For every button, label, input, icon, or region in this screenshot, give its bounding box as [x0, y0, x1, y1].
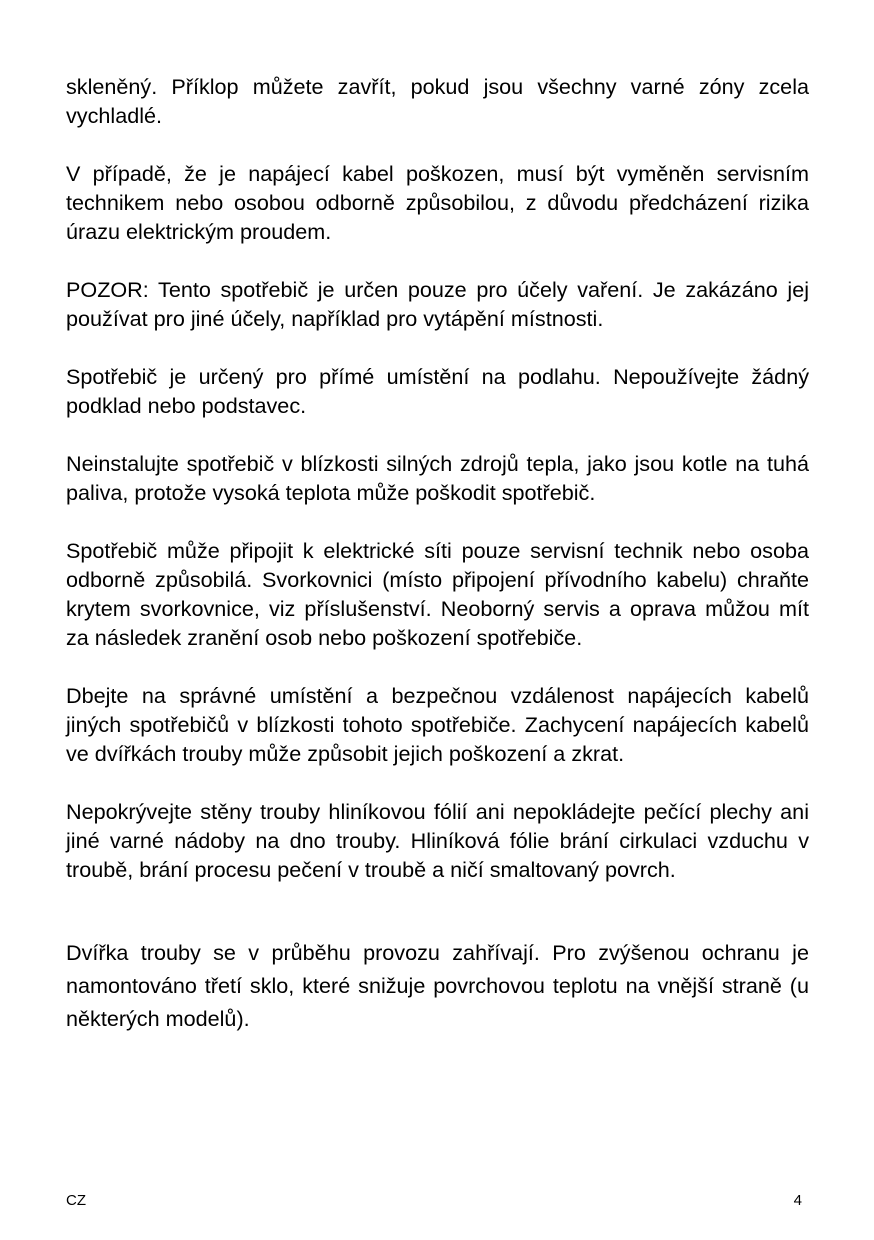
- paragraph-2: V případě, že je napájecí kabel poškozen, musí být vyměněn servisním technikem nebo osobou odborně způsobilou, z důvodu předcházení rizika úrazu elektrickým proudem.: [66, 161, 809, 244]
- paragraph-1: skleněný. Příklop můžete zavřít, pokud jsou všechny varné zóny zcela vychladlé.: [66, 74, 809, 128]
- footer-language-code: CZ: [66, 1192, 86, 1209]
- paragraph-8: Nepokrývejte stěny trouby hliníkovou fólií ani nepokládejte pečící plechy ani jiné varné nádoby na dno trouby. Hliníková fólie brání cirkulaci vzduchu v troubě, brání procesu pečení v troubě a ničí smaltovaný povrch.: [66, 799, 809, 882]
- paragraph-5: Neinstalujte spotřebič v blízkosti silných zdrojů tepla, jako jsou kotle na tuhá paliva, protože vysoká teplota může poškodit spotřebič.: [66, 451, 809, 505]
- paragraph-9: Dvířka trouby se v průběhu provozu zahřívají. Pro zvýšenou ochranu je namontováno třetí sklo, které snižuje povrchovou teplotu na vnější straně (u některých modelů).: [66, 940, 809, 1031]
- paragraph-6: Spotřebič může připojit k elektrické síti pouze servisní technik nebo osoba odborně způsobilá. Svorkovnici (místo připojení přívodního kabelu) chraňte krytem svorkovnice, viz příslušenství. Neoborný servis a oprava můžou mít za následek zranění osob nebo poškození spotřebiče.: [66, 538, 809, 650]
- paragraph-3-warning: POZOR: Tento spotřebič je určen pouze pro účely vaření. Je zakázáno jej používat pro jiné účely, například pro vytápění místnosti.: [66, 277, 809, 331]
- paragraph-4: Spotřebič je určený pro přímé umístění na podlahu. Nepoužívejte žádný podklad nebo podstavec.: [66, 364, 809, 418]
- paragraph-7: Dbejte na správné umístění a bezpečnou vzdálenost napájecích kabelů jiných spotřebičů v blízkosti tohoto spotřebiče. Zachycení napájecích kabelů ve dvířkách trouby může způsobit jejich poškození a zkrat.: [66, 683, 809, 766]
- document-body: [66, 72, 809, 1064]
- footer-page-number: 4: [793, 1192, 802, 1209]
